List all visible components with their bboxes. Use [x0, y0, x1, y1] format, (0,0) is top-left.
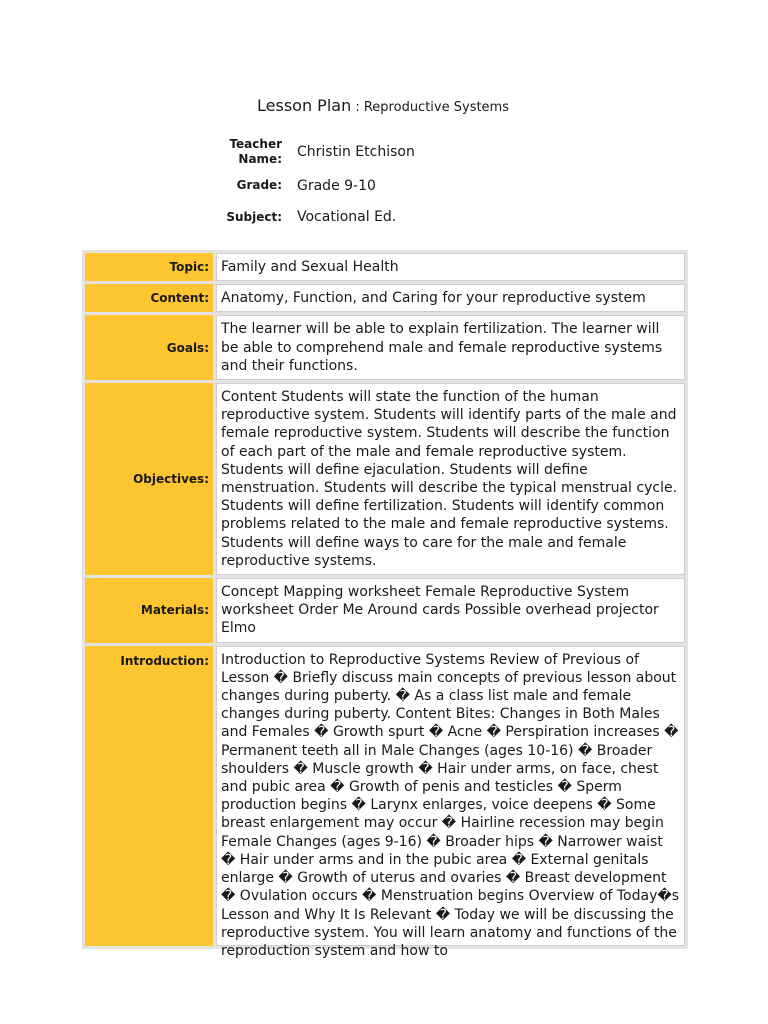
- page-title: [257, 96, 509, 115]
- teacher-name-label: Teacher Name:: [229, 137, 282, 166]
- materials-value: Concept Mapping worksheet Female Reproductive System worksheet Order Me Around cards Possible overhead projector Elmo: [216, 578, 685, 643]
- content-row: [85, 284, 685, 312]
- topic-value: Family and Sexual Health: [216, 253, 685, 281]
- objectives-value: Content Students will state the function of the human reproductive system. Students will identify parts of the male and female reproductive system. Students will describe the function of each part of the male and female reproductive system. Students will define ejaculation. Students will define menstruation. Students will describe the typical menstrual cycle. Students will define fertilization. Students will identify common problems related to the male and female reproductive systems. Students will define ways to care for the male and female reproductive systems.: [216, 383, 685, 575]
- subject-value: Vocational Ed.: [297, 209, 397, 225]
- teacher-name-value: Christin Etchison: [297, 144, 415, 160]
- goals-row: [85, 315, 685, 380]
- materials-label: Materials:: [85, 578, 213, 643]
- goals-value: The learner will be able to explain fertilization. The learner will be able to comprehend male and female reproductive systems and their functions.: [216, 315, 685, 380]
- subject-label: Subject:: [226, 209, 282, 224]
- grade-value: Grade 9-10: [297, 177, 376, 194]
- title-main: Lesson Plan: [257, 96, 352, 115]
- introduction-row: [85, 646, 685, 946]
- topic-label: Topic:: [85, 253, 213, 281]
- content-value: Anatomy, Function, and Caring for your reproductive system: [216, 284, 685, 312]
- introduction-value: [216, 646, 685, 959]
- topic-row: [85, 253, 685, 281]
- objectives-label: Objectives:: [85, 383, 213, 575]
- introduction-label: Introduction:: [85, 646, 213, 946]
- introduction-text: Introduction to Reproductive Systems Review of Previous of Lesson � Briefly discuss main concepts of previous lesson about changes during puberty. � As a class list male and female changes during puberty. Content Bites: Changes in Both Males and Females � Growth spurt � Acne � Perspiration increases � Permanent teeth all in Male Changes (ages 10-16) � Broader shoulders � Muscle growth � Hair under arms, on face, chest and pubic area � Growth of penis and testicles � Sperm production begins � Larynx enlarges, voice deepens � Some breast enlargement may occur � Hairline recession may begin Female Changes (ages 9-16) � Broader hips � Narrower waist � Hair under arms and in the pubic area � External genitals enlarge � Growth of uterus and ovaries � Breast development � Ovulation occurs � Menstruation begins Overview of Today�s Lesson and Why It Is Relevant � Today we will be discussing the reproductive system. You will learn anatomy and functions of the reproduction system and how to: [221, 651, 680, 959]
- materials-row: [85, 578, 685, 643]
- title-subject: Reproductive Systems: [363, 100, 509, 115]
- lesson-meta-table: [222, 136, 415, 231]
- goals-label: Goals:: [85, 315, 213, 380]
- lesson-plan-table: [82, 250, 688, 959]
- content-label: Content:: [85, 284, 213, 312]
- title-separator: :: [351, 100, 364, 115]
- grade-label: Grade:: [236, 178, 282, 192]
- objectives-row: [85, 383, 685, 575]
